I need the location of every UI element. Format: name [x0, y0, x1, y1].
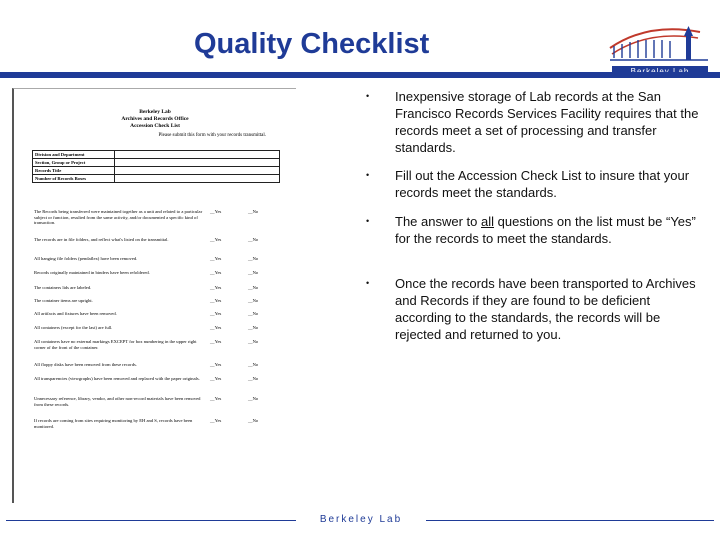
yes-option: __Yes — [210, 418, 222, 423]
title-rule — [0, 72, 720, 78]
yes-option: __Yes — [210, 396, 222, 401]
no-option: __No — [248, 209, 259, 214]
form-question: All artifacts and fixtures have been removed. — [34, 311, 117, 316]
yes-option: __Yes — [210, 237, 222, 242]
yes-option: __Yes — [210, 298, 222, 303]
bullet-text — [395, 213, 705, 247]
yes-option: __Yes — [210, 376, 222, 381]
bullet-text: Inexpensive storage of Lab records at the San Francisco Records Services Facility requires that the records meet a set of processing and transfer standards. — [395, 89, 699, 155]
form-header — [14, 109, 296, 130]
yes-option: __Yes — [210, 256, 222, 261]
no-option: __No — [248, 237, 259, 242]
bullet-marker: • — [366, 216, 370, 226]
form-field-label: Records Title — [33, 167, 115, 175]
no-option: __No — [248, 418, 259, 423]
yes-option: __Yes — [210, 270, 222, 275]
form-question: The containers lids are labeled. — [34, 285, 92, 290]
bullet-marker: • — [366, 170, 370, 180]
form-field-label: Division and Department — [33, 151, 115, 159]
no-option: __No — [248, 396, 259, 401]
no-option: __No — [248, 325, 259, 330]
no-option: __No — [248, 376, 259, 381]
slide-title: Quality Checklist — [194, 28, 430, 60]
form-field-label: Section, Group or Project — [33, 159, 115, 167]
form-question: All containers have no external markings EXCEPT for box numbering in the upper right corner of the front of the container. — [34, 339, 197, 350]
no-option: __No — [248, 311, 259, 316]
bullet-marker: • — [366, 91, 370, 101]
yes-option: __Yes — [210, 325, 222, 330]
form-question: All containers (except for the last) are full. — [34, 325, 113, 330]
form-header-line: Berkeley Lab — [139, 109, 171, 115]
no-option: __No — [248, 270, 259, 275]
form-question: The container items are upright. — [34, 298, 93, 303]
bullet-text-underlined: all — [481, 214, 495, 229]
form-question: All hanging file folders (pendaflex) have been removed. — [34, 256, 138, 261]
form-header-line: Accession Check List — [130, 123, 180, 129]
bullet-marker: • — [366, 278, 370, 288]
form-note: Please submit this form with your records transmittal. — [158, 133, 266, 138]
yes-option: __Yes — [210, 285, 222, 290]
form-question: If records are coming from sites requiring monitoring by EH and S, records have been monitored. — [34, 418, 193, 429]
form-question: The records are in file folders, and reflect what's listed on the transmittal. — [34, 237, 169, 242]
form-question: Records originally maintained in binders have been refoldered. — [34, 270, 150, 275]
yes-option: __Yes — [210, 311, 222, 316]
no-option: __No — [248, 362, 259, 367]
yes-option: __Yes — [210, 339, 222, 344]
form-question: All transparencies (viewgraphs) have been removed and replaced with the paper originals. — [34, 376, 200, 381]
footer-label: Berkeley Lab — [319, 514, 403, 525]
yes-option: __Yes — [210, 209, 222, 214]
bullet-text: Once the records have been transported to Archives and Records if they are found to be deficient according to the standards, the records will be rejected and returned to you. — [395, 276, 696, 342]
no-option: __No — [248, 339, 259, 344]
form-question: All floppy disks have been removed from these records. — [34, 362, 137, 367]
no-option: __No — [248, 285, 259, 290]
form-fields-table — [32, 150, 280, 183]
bullet-text: Fill out the Accession Check List to insure that your records meet the standards. — [395, 168, 690, 200]
no-option: __No — [248, 298, 259, 303]
form-header-line: Archives and Records Office — [121, 116, 189, 122]
form-question: The Records being transferred were maintained together as a unit and related to a particular subject or function, resulted from the same activity, and/or documented a specific kind of transaction. — [34, 209, 203, 226]
yes-option: __Yes — [210, 362, 222, 367]
no-option: __No — [248, 256, 259, 261]
form-question: Unnecessary reference, library, vendor, and other non-record materials have been removed from these records. — [34, 396, 201, 407]
bullet-text-part: The answer to — [395, 214, 481, 229]
form-field-label: Number of Records Boxes — [33, 175, 115, 183]
footer-rule-left — [6, 520, 296, 521]
footer-rule-right — [426, 520, 714, 521]
bullet-text-part: questions on the list must be “Yes” for the records to meet the standards. — [395, 214, 696, 246]
checklist-form-image — [12, 88, 296, 503]
